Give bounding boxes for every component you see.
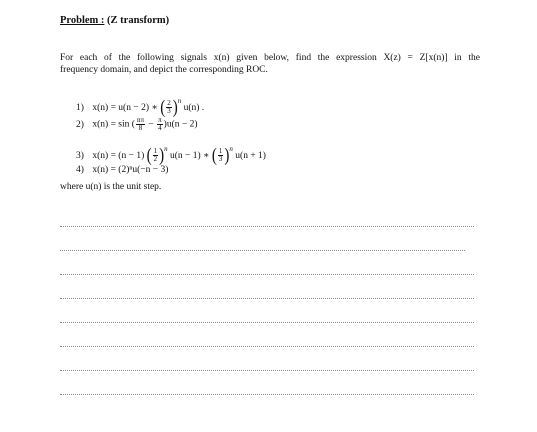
fraction: $\frac{2}{3}$ [167,99,171,116]
answer-line[interactable] [60,226,474,228]
exponent: n [177,97,182,105]
equation-lhs: x(n) = u(n − 2) ∗ [92,103,158,113]
equation-middle: u(n − 1) ∗ [170,151,210,161]
equation-tail: u(n + 1) [235,151,266,161]
equation-tail: u(n) . [183,103,205,113]
problem-title [60,15,169,26]
equation-tail: u(n − 2) [166,119,198,130]
equation-3: 3) x(n) = (n − 1) ( $\frac{1}{2}$ )$^n$ u(n − 1) ∗ ( $\frac{1}{3}$ )$^n$ u(n + 1) [76,145,266,166]
answer-line[interactable] [60,370,474,372]
statement-line-1: For each of the following signals x(n) given below, find the expression X(z) = Z[x(n)] in the [60,53,480,63]
answer-line[interactable] [60,346,474,348]
equation-number: 4) [76,165,84,175]
answer-line[interactable] [60,274,474,276]
answer-line[interactable] [60,250,465,252]
fraction: $\frac{n\pi}{8}$ [136,116,144,132]
equation-number: 1) [76,103,84,113]
problem-topic: (Z transform) [107,15,170,26]
answer-line[interactable] [60,394,474,396]
unit-step-note: where u(n) is the unit step. [60,182,162,192]
exponent: n [229,145,233,153]
fraction: $\frac{\pi}{4}$ [158,116,162,132]
equation-number: 3) [76,151,84,161]
equation-text: x(n) = (2)ⁿu(−n − 3) [92,165,169,175]
answer-line[interactable] [60,298,474,300]
equation-number: 2) [76,119,84,130]
equation-lhs: x(n) = (n − 1) [92,151,145,161]
problem-label: Problem : [60,15,105,26]
exponent: n [164,145,168,153]
statement-line-2: frequency domain, and depict the corresponding ROC. [60,65,268,75]
equation-lhs: x(n) = sin [92,119,130,130]
equation-4 [76,164,168,176]
problem-statement [60,52,480,76]
answer-line[interactable] [60,322,474,324]
equation-2: 2) x(n) = sin ( $\frac{n\pi}{8}$ − $\frac{\pi}{4}$ )u(n − 2) [76,116,198,132]
fraction: $\frac{1}{3}$ [218,147,223,164]
fraction: $\frac{1}{2}$ [153,147,158,164]
equation-1: 1) x(n) = u(n − 2) ∗ ( $\frac{2}{3}$ )$^n$ u(n) . [76,97,205,118]
